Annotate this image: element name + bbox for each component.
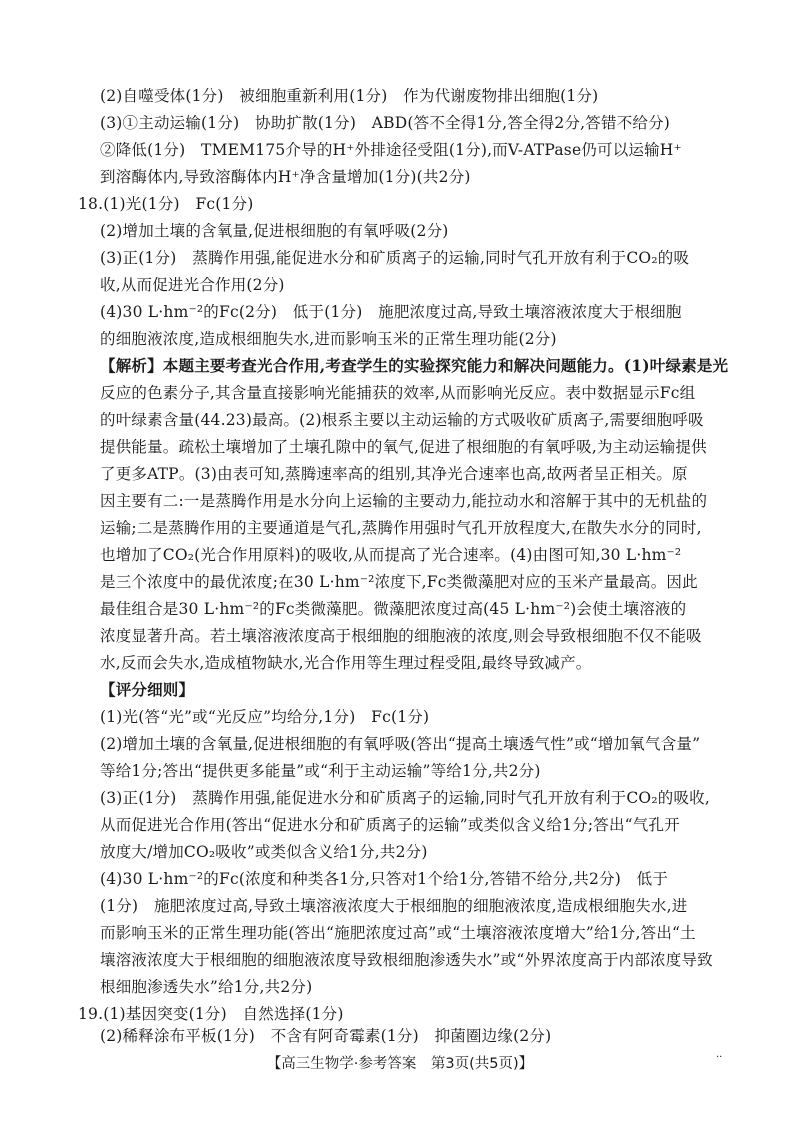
- question-19-line: 19.(1)基因突变(1分) 自然选择(1分): [78, 1005, 344, 1023]
- text-line: 提供能量。疏松土壤增加了土壤孔隙中的氧气,促进了根细胞的有氧呼吸,为主动运输提供: [100, 438, 707, 456]
- text-line: (1)光(答“光”或“光反应”均给分,1分) Fc(1分): [100, 708, 430, 726]
- text-line: 到溶酶体内,导致溶酶体内H⁺净含量增加(1分)(共2分): [100, 168, 471, 186]
- text-line: (3)①主动运输(1分) 协助扩散(1分) ABD(答不全得1分,答全得2分,答错不给分): [100, 114, 671, 132]
- scoring-rules-heading: 【评分细则】: [100, 680, 195, 699]
- text-line: 根细胞渗透失水”给1分,共2分): [100, 978, 313, 996]
- text-line: 的叶绿素含量(44.23)最高。(2)根系主要以主动运输的方式吸收矿质离子,需要细胞呼吸: [100, 411, 704, 429]
- text-line: 放度大/增加CO₂吸收”或类似含义给1分,共2分): [100, 843, 428, 861]
- text-line: 因主要有二:一是蒸腾作用是水分向上运输的主要动力,能拉动水和溶解于其中的无机盐的: [100, 492, 708, 510]
- text-line: (2)增加土壤的含氧量,促进根细胞的有氧呼吸(答出“提高土壤透气性”或“增加氧气含量”: [100, 735, 701, 753]
- question-18-line: 18.(1)光(1分) Fc(1分): [78, 195, 254, 213]
- text-line: (3)正(1分) 蒸腾作用强,能促进水分和矿质离子的运输,同时气孔开放有利于CO₂的吸: [100, 249, 690, 267]
- text-line: 是三个浓度中的最优浓度;在30 L·hm⁻²浓度下,Fc类微藻肥对应的玉米产量最高。因此: [100, 573, 698, 591]
- text-line: 而影响玉米的正常生理功能(答出“施肥浓度过高”或“土壤溶液浓度增大”给1分,答出“土: [100, 924, 696, 942]
- text-line: (1分) 施肥浓度过高,导致土壤溶液浓度大于根细胞的细胞液浓度,造成根细胞失水,进: [100, 897, 688, 915]
- text-line: 的细胞液浓度,造成根细胞失水,进而影响玉米的正常生理功能(2分): [100, 330, 557, 348]
- text-line: (4)30 L·hm⁻²的Fc(浓度和种类各1分,只答对1个给1分,答错不给分,共2分) 低于: [100, 870, 669, 888]
- page-footer: 【高三生物学·参考答案 第3页(共5页)】: [266, 1056, 534, 1072]
- text-line: 浓度显著升高。若土壤溶液浓度高于根细胞的细胞液的浓度,则会导致根细胞不仅不能吸: [100, 627, 702, 645]
- text-line: 壤溶液浓度大于根细胞的细胞液浓度导致根细胞渗透失水”或“外界浓度高于内部浓度导致: [100, 951, 713, 969]
- text-line: 等给1分;答出“提供更多能量”或“利于主动运输”等给1分,共2分): [100, 762, 541, 780]
- text-line: 运输;二是蒸腾作用的主要通道是气孔,蒸腾作用强时气孔开放程度大,在散失水分的同时,: [100, 519, 702, 537]
- text-line: (3)正(1分) 蒸腾作用强,能促进水分和矿质离子的运输,同时气孔开放有利于CO₂的吸收,: [100, 789, 710, 807]
- corner-mark: ··: [716, 1052, 723, 1063]
- analysis-heading-line: 【解析】本题主要考查光合作用,考查学生的实验探究能力和解决问题能力。(1)叶绿素是光: [100, 356, 729, 375]
- text-line: (2)增加土壤的含氧量,促进根细胞的有氧呼吸(2分): [100, 222, 449, 240]
- text-line: (2)稀释涂布平板(1分) 不含有阿奇霉素(1分) 抑菌圈边缘(2分): [100, 1027, 552, 1045]
- text-line: 收,从而促进光合作用(2分): [100, 276, 285, 294]
- text-line: 也增加了CO₂(光合作用原料)的吸收,从而提高了光合速率。(4)由图可知,30 L·hm⁻²: [100, 546, 682, 564]
- text-line: ②降低(1分) TMEM175介导的H⁺外排途径受阻(1分),而V-ATPase仍可以运输H⁺: [100, 141, 682, 159]
- text-line: 了更多ATP。(3)由表可知,蒸腾速率高的组别,其净光合速率也高,故两者呈正相关。原: [100, 465, 688, 483]
- text-line: (2)自噬受体(1分) 被细胞重新利用(1分) 作为代谢废物排出细胞(1分): [100, 87, 599, 105]
- text-line: 最佳组合是30 L·hm⁻²的Fc类微藻肥。微藻肥浓度过高(45 L·hm⁻²)会使土壤溶液的: [100, 600, 687, 618]
- text-line: 水,反而会失水,造成植物缺水,光合作用等生理过程受阻,最终导致减产。: [100, 654, 592, 672]
- text-line: 从而促进光合作用(答出“促进水分和矿质离子的运输”或类似含义给1分;答出“气孔开: [100, 816, 680, 834]
- text-line: (4)30 L·hm⁻²的Fc(2分) 低于(1分) 施肥浓度过高,导致土壤溶液浓度大于根细胞: [100, 303, 682, 321]
- text-line: 反应的色素分子,其含量直接影响光能捕获的效率,从而影响光反应。表中数据显示Fc组: [100, 384, 696, 402]
